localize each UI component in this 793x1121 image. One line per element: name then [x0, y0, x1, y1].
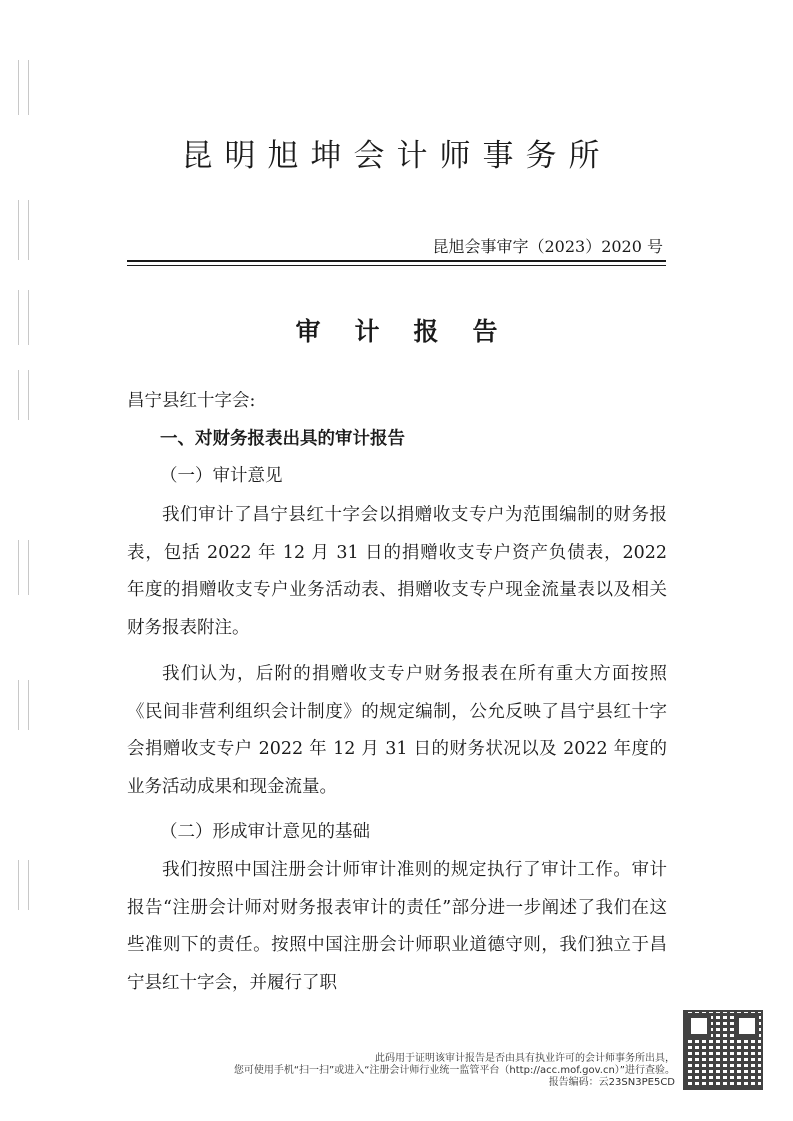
- paragraph-basis: 我们按照中国注册会计师审计准则的规定执行了审计工作。审计报告“注册会计师对财务报表审计的责任”部分进一步阐述了我们在这些准则下的责任。按照中国注册会计师职业道德守则，我们独立于昌宁县红十字会，并履行了职: [127, 860, 667, 993]
- section-heading: 一、对财务报表出具的审计报告: [160, 429, 405, 449]
- verification-line-1: 此码用于证明该审计报告是否由具有执业许可的会计师事务所出具，: [375, 1053, 675, 1064]
- subsection-heading-opinion: （一）审计意见: [160, 466, 283, 486]
- header-rule-thick: [127, 260, 666, 262]
- header-rule-thin: [127, 265, 666, 266]
- salutation: 昌宁县红十字会:: [127, 391, 256, 411]
- firm-name: 昆明旭坤会计师事务所: [181, 138, 612, 174]
- verification-line-2: 您可使用手机“扫一扫”或进入“注册会计师行业统一监管平台（http://acc.mof.gov.cn）”进行查验。: [233, 1065, 675, 1076]
- subsection-heading-basis: （二）形成审计意见的基础: [160, 822, 370, 842]
- report-title: 审计报告: [295, 317, 532, 346]
- paragraph-audit-scope: 我们审计了昌宁县红十字会以捐赠收支专户为范围编制的财务报表，包括 2022 年 12 月 31 日的捐赠收支专户资产负债表，2022 年度的捐赠收支专户业务活动表、捐赠收支专户现金流量表以及相关财务报表附注。: [127, 505, 667, 638]
- scan-edge-marks: [18, 40, 32, 1040]
- paragraph-audit-opinion: 我们认为，后附的捐赠收支专户财务报表在所有重大方面按照《民间非营利组织会计制度》的规定编制，公允反映了昌宁县红十字会捐赠收支专户 2022 年 12 月 31 日的财务状况以及 2022 年度的业务活动成果和现金流量。: [127, 664, 667, 797]
- reference-number: 昆旭会事审字（2023）2020 号: [432, 237, 663, 256]
- report-code: 报告编码：云23SN3PE5CD: [548, 1077, 675, 1088]
- verification-notice: [234, 1053, 675, 1089]
- qr-code-icon[interactable]: [683, 1010, 763, 1090]
